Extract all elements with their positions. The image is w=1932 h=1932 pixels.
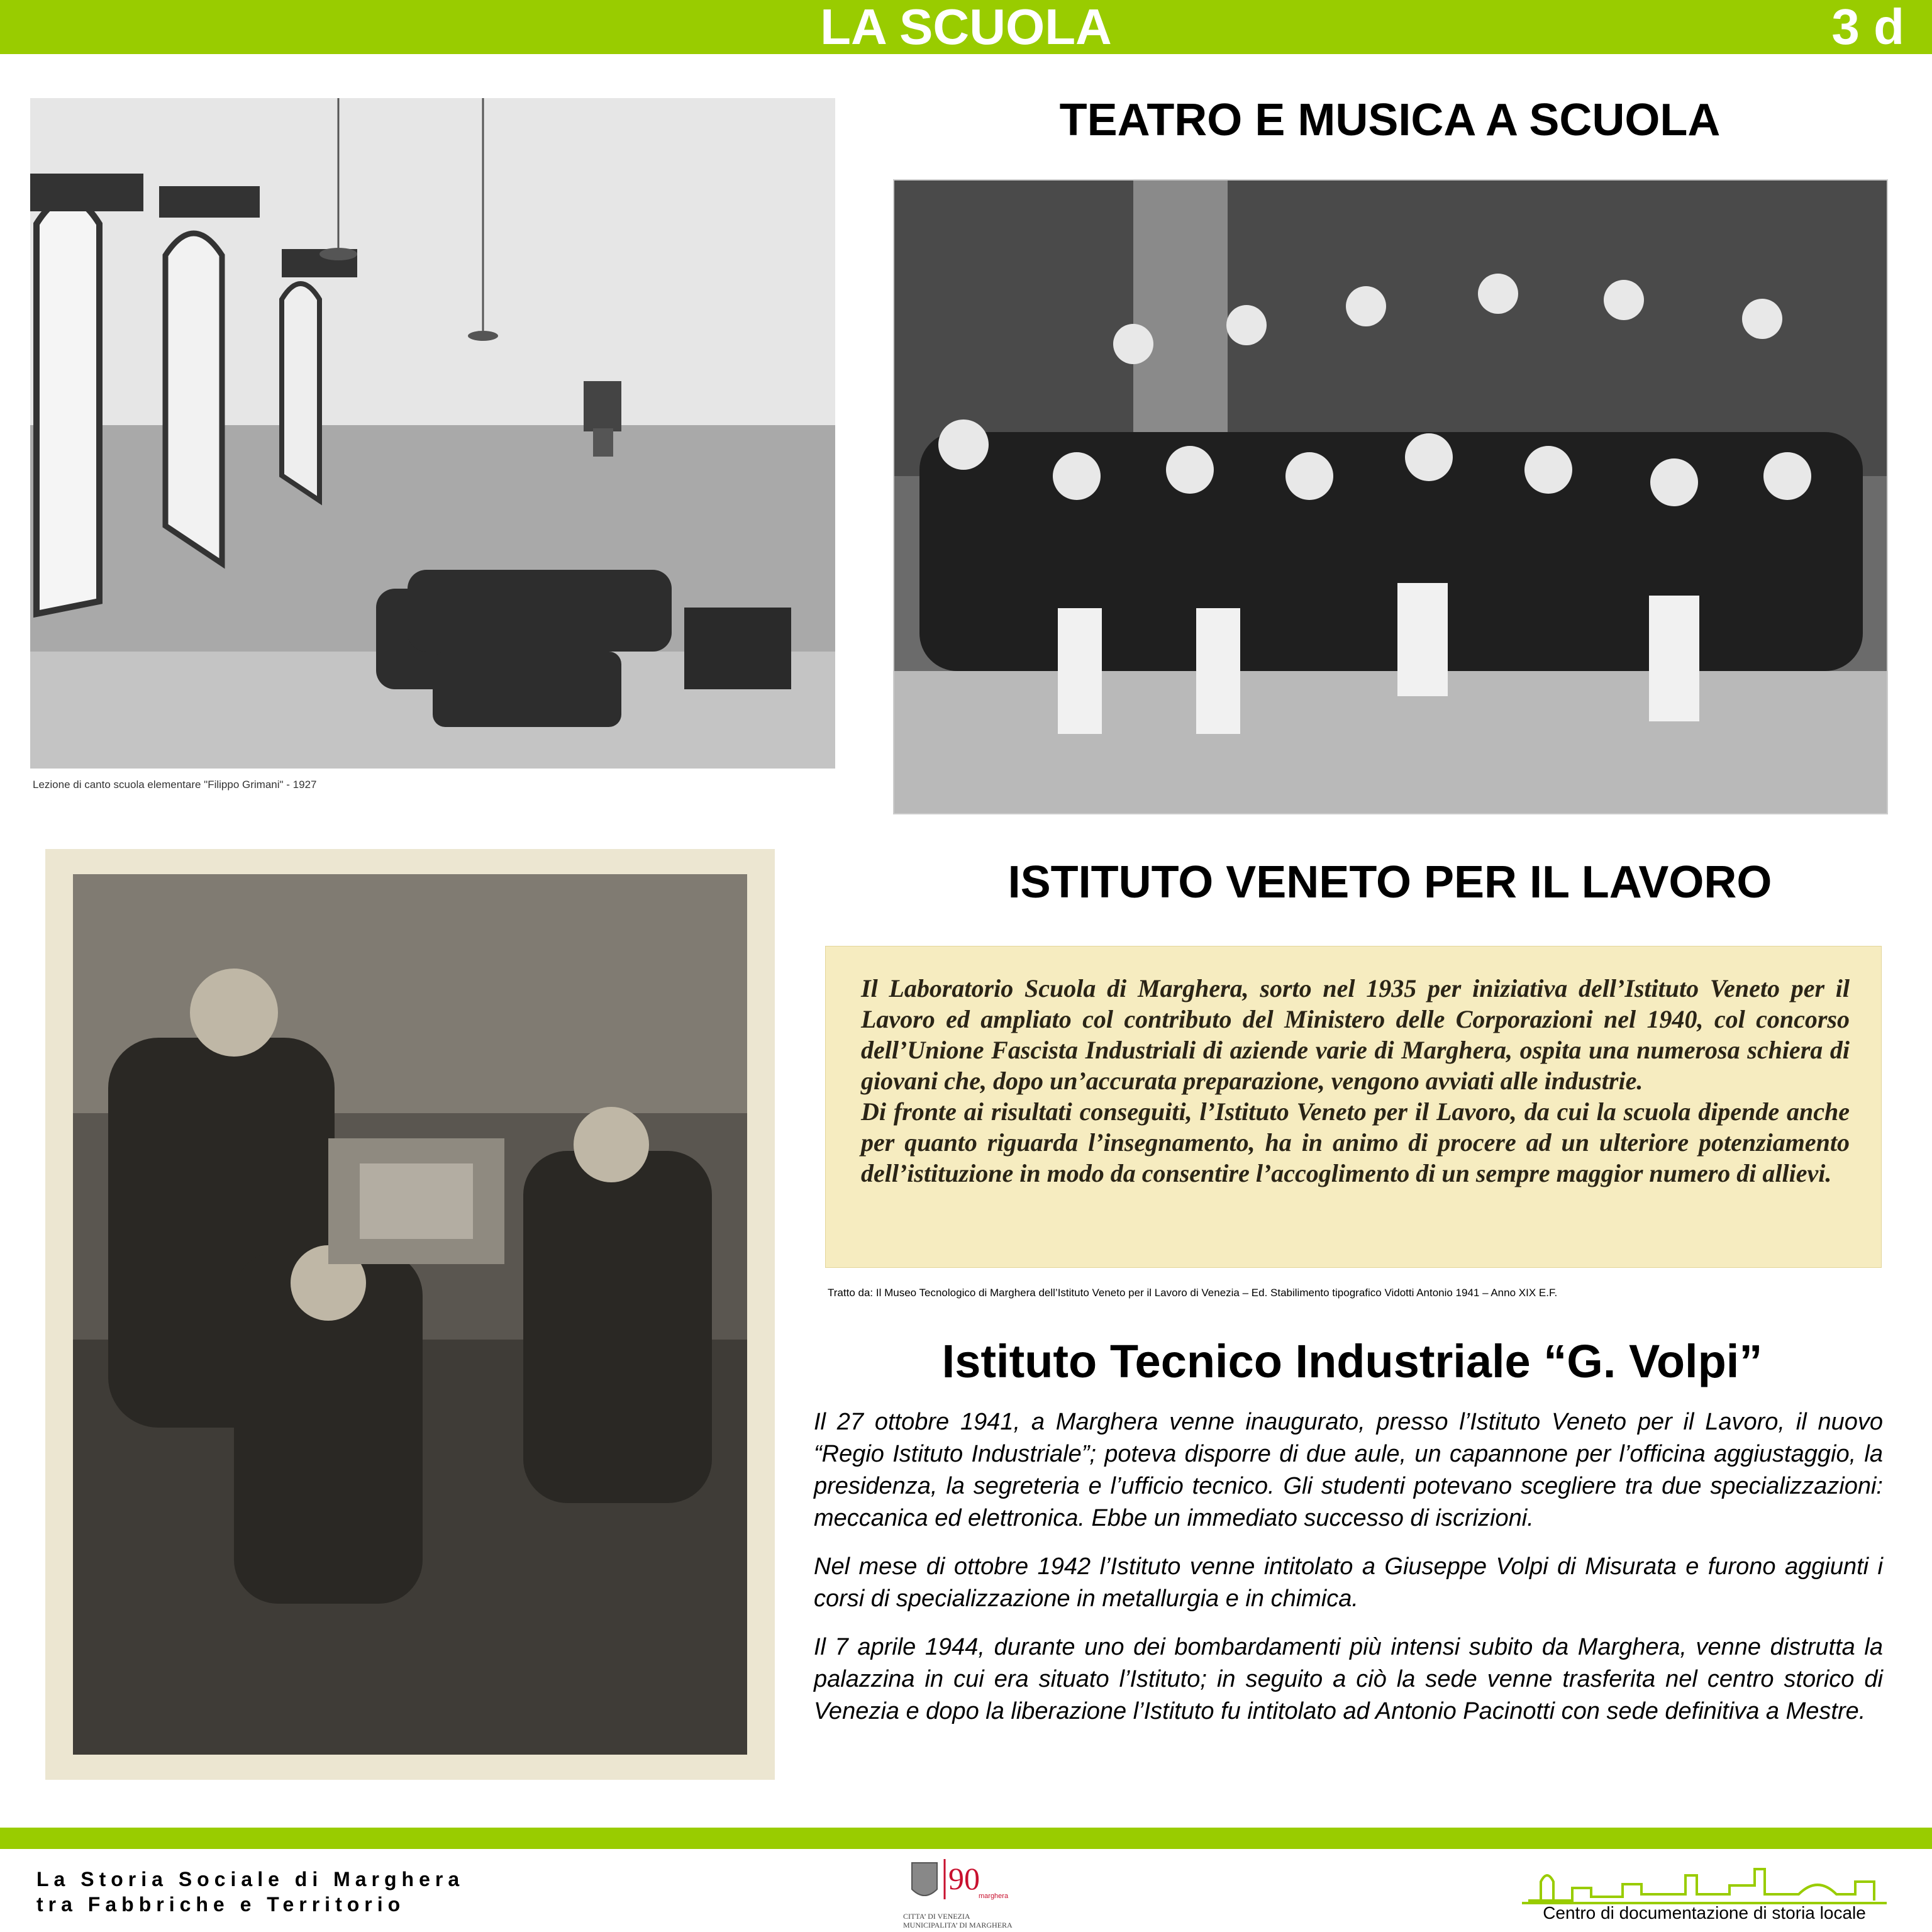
- historical-document-excerpt: [825, 946, 1882, 1268]
- laboratory-workshop-photo: [45, 849, 775, 1780]
- municipality-line-2: MUNICIPALITA’ DI MARGHERA: [903, 1921, 1013, 1929]
- footer-band: [0, 1828, 1932, 1849]
- volpi-paragraph-3: Il 7 aprile 1944, durante uno dei bombardamenti più intensi subito da Marghera, venne distrutta la palazzina in cui era situato l’Istituto; in seguito a ciò la sede venne trasferita nel centro storico di Venezia e dopo la liberazione l’Istituto fu intitolato ad Antonio Pacinotti con sede definitiva a Mestre.: [814, 1634, 1883, 1724]
- classroom-singing-photo: [30, 98, 835, 769]
- classroom-photo-caption: Lezione di canto scuola elementare "Filippo Grimani" - 1927: [33, 779, 317, 791]
- footer-title-line-2: tra Fabbriche e Territorio: [36, 1893, 406, 1916]
- volpi-paragraph-1: Il 27 ottobre 1941, a Marghera venne inaugurato, presso l’Istituto Veneto per il Lavoro, il nuovo “Regio Istituto Industriale”; poteva disporre di due aule, un capannone per l’officina aggiustaggio, la presidenza, la segreteria e l’ufficio tecnico. Gli studenti potevano scegliere tra due specializzazioni: meccanica ed elettronica. Ebbe un immediato successo di iscrizioni.: [814, 1409, 1883, 1531]
- excerpt-paragraph-2: Di fronte ai risultati conseguiti, l’Istituto Veneto per il Lavoro, da cui la scuola dipende anche per quanto riguarda l’insegnamento, ha in animo di procere ad un ulteriore potenziamento dell’istituzione in modo da consentire l’accoglimento di un sempre maggior numero di allievi.: [861, 1097, 1850, 1187]
- coat-of-arms-icon: [912, 1863, 937, 1896]
- teatro-heading: TEATRO E MUSICA A SCUOLA: [1059, 95, 1721, 145]
- page-title: LA SCUOLA: [820, 0, 1112, 55]
- footer-title-line-1: La Storia Sociale di Marghera: [36, 1868, 465, 1890]
- panel-code: 3 d: [1831, 0, 1904, 55]
- theatre-group-photo: [893, 179, 1888, 814]
- logo-word: marghera: [979, 1892, 1009, 1900]
- istituto-veneto-heading: ISTITUTO VENETO PER IL LAVORO: [1008, 857, 1772, 908]
- volpi-body: [814, 1406, 1883, 1744]
- source-note: Tratto da: Il Museo Tecnologico di Marghera dell’Istituto Veneto per il Lavoro di Venezia – Ed. Stabilimento tipografico Vidotti Antonio 1941 – Anno XIX E.F.: [828, 1287, 1558, 1299]
- municipality-line-1: CITTA’ DI VENEZIA: [903, 1912, 970, 1921]
- centro-documentazione-label: Centro di documentazione di storia locale: [1543, 1903, 1866, 1923]
- municipality-text: [903, 1912, 1041, 1929]
- volpi-paragraph-2: Nel mese di ottobre 1942 l’Istituto venne intitolato a Giuseppe Volpi di Misurata e furono aggiunti i corsi di specializzazione in metallurgia e in chimica.: [814, 1553, 1883, 1612]
- excerpt-paragraph-1: Il Laboratorio Scuola di Marghera, sorto nel 1935 per iniziativa dell’Istituto Veneto per il Lavoro ed ampliato col contributo del Ministero delle Corporazioni nel 1940, col concorso dell’Unione Fascista Industriali di aziende varie di Marghera, ospita una numerosa schiera di giovani che, dopo un’accurata preparazione, vengono avviati alle industrie.: [861, 974, 1850, 1095]
- skyline-logo-icon: [1522, 1850, 1887, 1906]
- footer-title: [36, 1867, 464, 1917]
- logo-number: 90: [948, 1861, 980, 1896]
- volpi-heading: Istituto Tecnico Industriale “G. Volpi”: [941, 1335, 1763, 1387]
